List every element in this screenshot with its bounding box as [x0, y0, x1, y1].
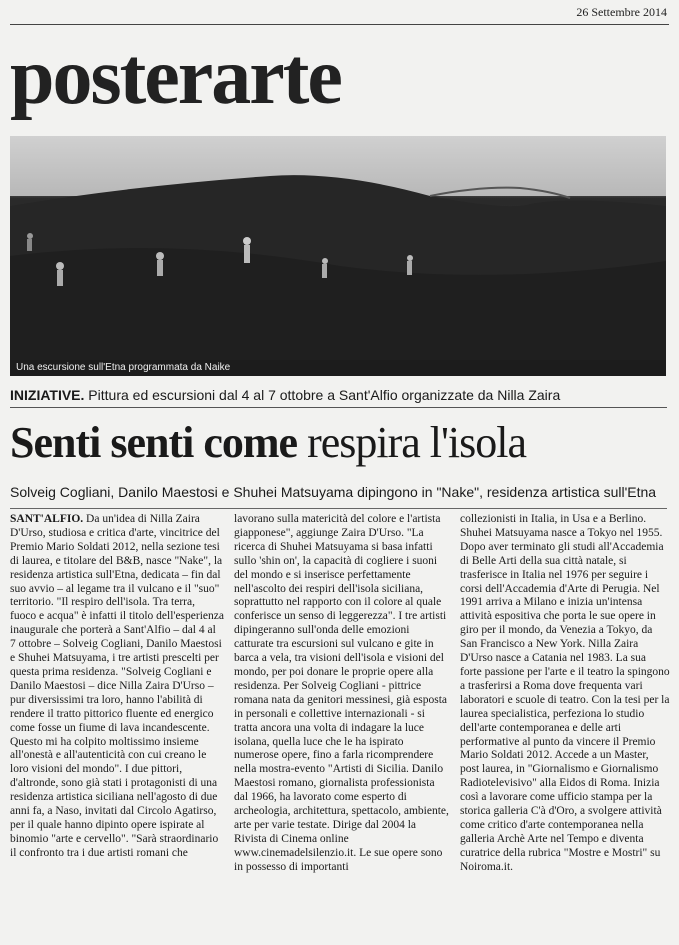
- dateline: SANT'ALFIO.: [10, 513, 84, 525]
- column-3-text: collezionisti in Italia, in Usa e a Berlino. Shuhei Matsuyama nasce a Tokyo nel 1955. Dopo aver terminato gli studi all'Accademia di Belle Arti della sua città natale, si trasferisce in Italia nel 1976 per seguire i corsi dell'Accademia d'Arte di Perugia. Nel 1991 arriva a Milano e inizia un'intensa attività espositiva che porta le sue opere in giro per il mondo, da Venezia a Tokyo, da San Francisco a New York. Nilla Zaira D'Urso nasce a Catania nel 1983. La sua forte passione per l'arte e il teatro la spingono a trasferirsi a Roma dove frequenta vari laboratori e scuole di teatro. Con la tesi per la laurea specialistica, perfeziona lo studio dell'arte contemporanea e delle arti performative al punto da vincere il Premio Mario Soldati 2012. Accede a un Master, post laurea, in "Giornalismo e Giornalismo Radiotelevisivo" alla Eidos di Roma. Inizia così a lavorare come ufficio stampa per la storica galleria C'à d'Oro, a svolgere attività come critico d'arte contemporanea nella galleria Archè Arte nel Tempo e diventa curatrice della rubrica "Mostre e Mostri" su Noiroma.it.: [460, 513, 670, 873]
- article-headline: [10, 416, 526, 470]
- masthead-title: posterarte: [10, 33, 341, 121]
- headline-light: respira l'isola: [297, 418, 527, 467]
- article-column-3: [460, 513, 670, 875]
- article-subhead: Solveig Cogliani, Danilo Maestosi e Shuhei Matsuyama dipingono in "Nake", residenza artistica sull'Etna: [10, 484, 657, 500]
- column-1-text: Da un'idea di Nilla Zaira D'Urso, studiosa e critica d'arte, vincitrice del Premio Mario Soldati 2012, nella sezione tesi di laurea, e titolare del B&B, nasce "Nake", la residenza artistica sull'Etna, dedicata – fin dal suo avvio – al legame tra il vulcano e il "suo" territorio. "Il respiro dell'isola. Tra terra, fuoco e acqua" è infatti il titolo dell'esperienza inaugurale che porterà a Sant'Alfio – dal 4 al 7 ottobre – Solveig Cogliani, Danilo Maestosi e Shuhei Matsuyama, i tre artisti prescelti per questa prima residenza. "Solveig Cogliani e Danilo Maestosi – dice Nilla Zaira D'Urso – pur diversissimi tra loro, hanno l'abilità di rendere il tratto pittorico fluente ed energico come fosse un fiume di lava incandescente. Questo mi ha colpito moltissimo insieme all'onestà e all'autenticità con cui creano le loro visioni del mondo". I due pittori, d'altronde, sono già stati i protagonisti di una residenza artistica siciliana nell'agosto di due anni fa, a Naso, invitati dal Circolo Agatirso, per il quale hanno dipinto opere ispirate al binomio "arte e cervello". "Sarà straordinario il confronto tra i due artisti romani che: [10, 513, 224, 859]
- article-kicker: [10, 387, 667, 408]
- top-divider: [10, 24, 669, 25]
- photo-volcano-landscape: [10, 166, 666, 376]
- issue-date: 26 Settembre 2014: [576, 5, 667, 19]
- kicker-text: Pittura ed escursioni dal 4 al 7 ottobre a Sant'Alfio organizzate da Nilla Zaira: [84, 387, 561, 403]
- column-2-text: lavorano sulla matericità del colore e l'artista giapponese", aggiunge Zaira D'Urso. "La ricerca di Shuhei Matsuyama si basa infatti sullo 'shin on', la capacità di cogliere i suoni del mondo e si inserisce perfettamente nell'ascolto dei respiri dell'isola siciliana, soprattutto nel rapporto con il colore al quale conferisce un senso di leggerezza". I tre artisti dipingeranno sull'onda delle emozioni catturate tra escursioni sul vulcano e gite in barca a vela, tra visioni dell'isola e visioni del mondo, per poi donare le proprie opere alla residenza. Per Solveig Cogliani - pittrice romana nata da genitori messinesi, già esposta in personali e collettive internazionali - si tratta ancora una volta di indagare la luce isolana, quella luce che le ha ispirato numerose opere, fino a farla ricomprendere nella mostra-evento "Artisti di Sicilia. Danilo Maestosi romano, giornalista professionista dal 1966, ha lavorato come esperto di archeologia, architettura, spettacolo, ambiente, arte per varie testate. Dirige dal 2004 la Rivista di Cinema online www.cinemadelsilenzio.it. Le sue opere sono in possesso di importanti: [234, 513, 449, 873]
- article-column-2: [234, 513, 450, 875]
- photo-caption: Una escursione sull'Etna programmata da Naike: [10, 360, 666, 376]
- headline-bold: Senti senti come: [10, 418, 298, 467]
- article-photo: [10, 136, 666, 376]
- kicker-label: INIZIATIVE.: [10, 387, 85, 403]
- article-column-1: [10, 513, 224, 861]
- subhead-divider: [10, 508, 667, 509]
